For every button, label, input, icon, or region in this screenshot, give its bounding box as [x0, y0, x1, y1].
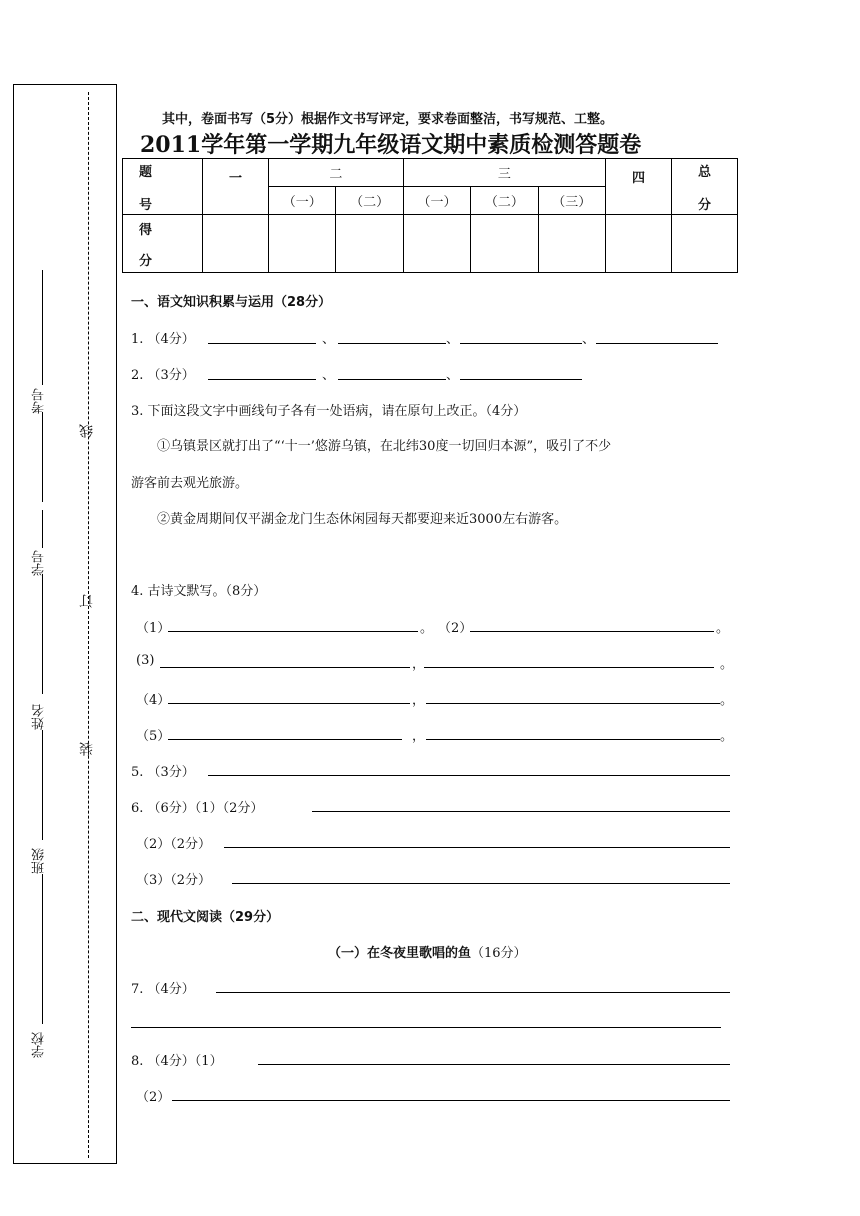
col-part-2-sub-1: （一）	[269, 187, 336, 215]
bind-mark-xian: 线	[79, 424, 95, 438]
q4-item-4-comma: ，	[412, 693, 426, 708]
q7-answer-line-2[interactable]	[131, 1027, 721, 1028]
q2-answer-line-3[interactable]	[460, 379, 582, 380]
q4-item-4-line-a[interactable]	[168, 703, 410, 704]
q6-3-answer-line[interactable]	[232, 883, 730, 884]
name-label: 姓名	[32, 704, 47, 730]
score-row-char-2: 分	[139, 253, 153, 269]
q7-label: 7. （4分）	[131, 982, 195, 997]
q4-item-2-end: 。	[716, 621, 730, 636]
exam-number-field[interactable]	[42, 270, 43, 385]
score-cell[interactable]	[471, 215, 538, 273]
score-table	[122, 158, 738, 273]
col-part-3: 三	[403, 159, 605, 187]
exam-number-field-ext	[42, 412, 43, 502]
q6-3-label: （3）（2分）	[136, 873, 212, 888]
q1-label: 1. （4分）	[131, 332, 195, 347]
q1-answer-line-3[interactable]	[460, 343, 582, 344]
q4-item-3-label: (3)	[136, 653, 155, 668]
q4-item-3-comma: ，	[412, 657, 426, 672]
q6-2-answer-line[interactable]	[224, 847, 730, 848]
col-part-2-sub-2: （二）	[336, 187, 403, 215]
page-title: 2011学年第一学期九年级语文期中素质检测答题卷	[140, 132, 642, 158]
score-cell[interactable]	[336, 215, 403, 273]
q2-answer-line-2[interactable]	[338, 379, 446, 380]
q1-separator: 、	[446, 332, 460, 347]
class-field[interactable]	[42, 874, 43, 1024]
binding-margin	[13, 84, 117, 1164]
q4-item-3-end: 。	[720, 657, 734, 672]
q5-answer-line[interactable]	[208, 775, 730, 776]
reading-1-points: （16分）	[471, 946, 527, 961]
table-header-label	[123, 159, 203, 215]
q1-separator: 、	[322, 332, 336, 347]
q4-item-5-comma: ，	[412, 729, 426, 744]
q8-2-label: （2）	[136, 1090, 171, 1105]
score-cell[interactable]	[403, 215, 470, 273]
q4-item-3-line-a[interactable]	[160, 667, 410, 668]
q3-sentence-1-cont: 游客前去观光旅游。	[131, 476, 249, 491]
q4-item-5-label: （5）	[136, 729, 171, 744]
q5-label: 5. （3分）	[131, 765, 195, 780]
q4-item-1-line[interactable]	[168, 631, 418, 632]
student-id-field-ext	[42, 574, 43, 694]
section-2-heading: 二、现代文阅读（29分）	[131, 910, 280, 925]
name-field[interactable]	[42, 730, 43, 840]
table-header-char-2: 号	[139, 197, 153, 213]
q1-separator: 、	[582, 332, 596, 347]
score-row-label	[123, 215, 203, 273]
q2-separator: 、	[322, 368, 336, 383]
col-total-char-2: 分	[697, 197, 711, 213]
col-part-2: 二	[269, 159, 404, 187]
reading-1-title: （一）在冬夜里歌唱的鱼	[328, 946, 472, 961]
q3-sentence-2: ②黄金周期间仅平湖金龙门生态休闲园每天都要迎来近3000左右游客。	[157, 512, 568, 527]
q8-2-answer-line[interactable]	[172, 1100, 730, 1101]
col-part-3-sub-2: （二）	[471, 187, 538, 215]
score-cell[interactable]	[671, 215, 737, 273]
q8-label: 8. （4分）（1）	[131, 1054, 223, 1069]
q2-separator: 、	[446, 368, 460, 383]
score-cell[interactable]	[606, 215, 672, 273]
q1-answer-line-1[interactable]	[208, 343, 316, 344]
q6-label: 6. （6分）（1）（2分）	[131, 801, 264, 816]
cut-line	[88, 92, 89, 1158]
q4-item-2-line[interactable]	[470, 631, 714, 632]
section-1-heading: 一、语文知识积累与运用（28分）	[131, 295, 332, 310]
reading-1-heading	[328, 942, 527, 961]
col-part-3-sub-1: （一）	[403, 187, 470, 215]
q4-item-5-end: 。	[720, 729, 734, 744]
q1-answer-line-2[interactable]	[338, 343, 446, 344]
score-cell[interactable]	[538, 215, 605, 273]
col-part-1: 一	[203, 159, 269, 215]
q4-item-5-line-b[interactable]	[426, 739, 720, 740]
table-header-char-1: 题	[139, 164, 153, 180]
q1-answer-line-4[interactable]	[596, 343, 718, 344]
class-label: 班级	[32, 848, 47, 874]
q8-1-answer-line[interactable]	[258, 1064, 730, 1065]
col-total	[671, 159, 737, 215]
q4-item-2-label: （2）	[438, 621, 473, 636]
student-id-label: 学号	[32, 550, 47, 576]
q6-1-answer-line[interactable]	[312, 811, 730, 812]
q6-2-label: （2）（2分）	[136, 837, 212, 852]
q4-item-4-line-b[interactable]	[426, 703, 720, 704]
q2-answer-line-1[interactable]	[208, 379, 316, 380]
col-part-3-sub-3: （三）	[538, 187, 605, 215]
q4-item-4-label: （4）	[136, 693, 171, 708]
q2-label: 2. （3分）	[131, 368, 195, 383]
q3-sentence-1: ①乌镇景区就打出了“‘十一’悠游乌镇，在北纬30度一切回归本源”，吸引了不少	[157, 439, 612, 454]
student-id-field[interactable]	[42, 510, 43, 548]
q4-prompt: 4. 古诗文默写。（8分）	[131, 584, 267, 599]
col-part-4: 四	[606, 159, 672, 215]
col-total-char-1: 总	[697, 164, 711, 180]
q7-answer-line-1[interactable]	[216, 992, 730, 993]
q4-item-5-line-a[interactable]	[168, 739, 402, 740]
score-row-char-1: 得	[139, 222, 153, 238]
q4-item-4-end: 。	[720, 693, 734, 708]
bind-mark-zhuang: 装	[79, 742, 95, 756]
q4-item-3-line-b[interactable]	[424, 667, 714, 668]
q4-item-1-label: （1）	[136, 621, 171, 636]
q3-prompt: 3. 下面这段文字中画线句子各有一处语病，请在原句上改正。（4分）	[131, 404, 527, 419]
exam-number-label: 考号	[32, 388, 47, 414]
writing-note: 其中，卷面书写（5分）根据作文书写评定，要求卷面整洁，书写规范、工整。	[162, 112, 614, 127]
bind-mark-ding: 订	[79, 594, 95, 608]
score-cell[interactable]	[203, 215, 269, 273]
school-label: 学校	[32, 1032, 47, 1058]
q4-item-1-end: 。	[420, 621, 434, 636]
score-cell[interactable]	[269, 215, 336, 273]
